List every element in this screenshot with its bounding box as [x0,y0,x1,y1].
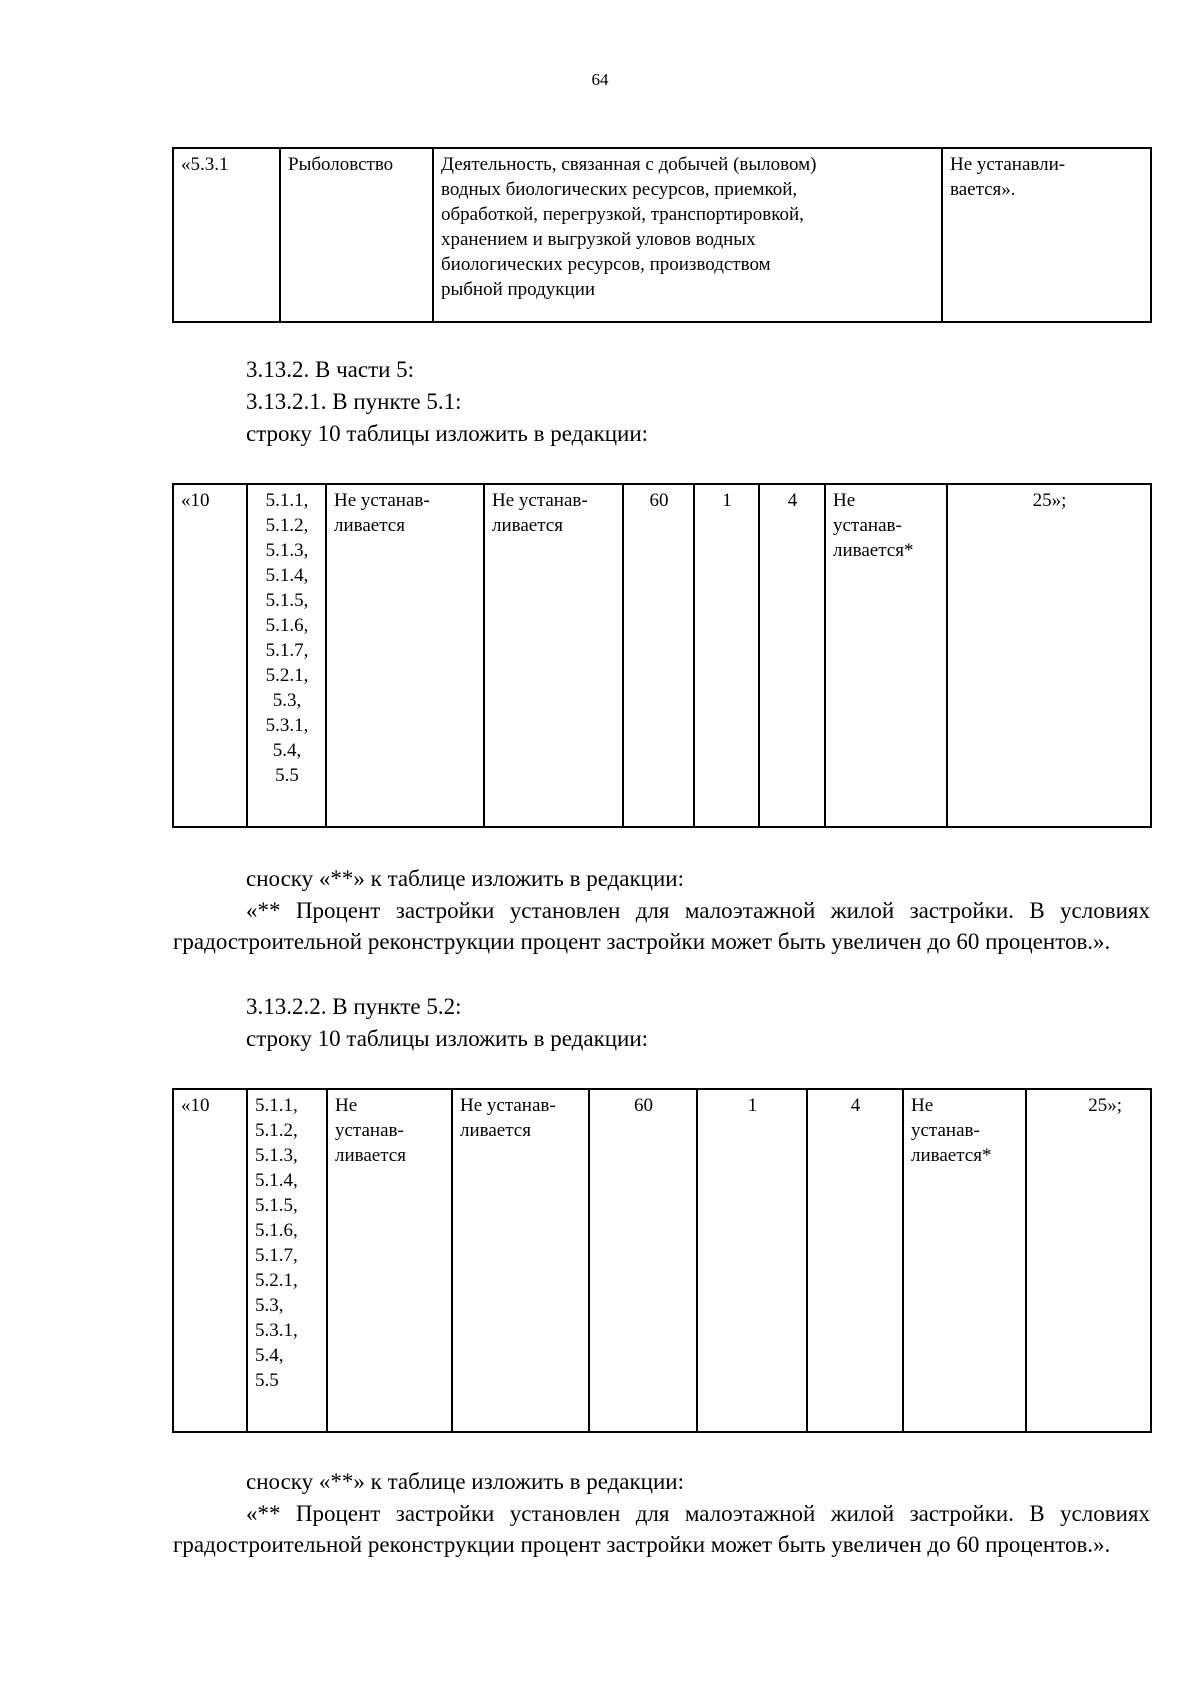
description-line: хранением и выгрузкой уловов водных [441,229,756,250]
value-cell: 4 [759,484,825,827]
code-cell: «5.3.1 [173,148,280,322]
value-line: Не устанавли- [950,154,1066,175]
value-cell: 60 [623,484,694,827]
value-cell: 25»; [947,484,1151,827]
param-line: Не устанав- [334,490,430,511]
param-cell [903,1089,1026,1432]
param-line: Не устанав- [460,1095,556,1116]
use-code: 5.1.3, [255,1145,298,1166]
table-row [173,1089,1151,1432]
use-code: 5.1.2, [255,1120,298,1141]
table-zone-5-1 [172,483,1152,828]
use-code: 5.2.1, [255,1270,298,1291]
param-line: устанав- [335,1120,404,1141]
param-cell [327,1089,452,1432]
use-code: 5.4, [272,740,302,761]
value-cell: 4 [807,1089,903,1432]
use-code: 5.1.3, [265,540,309,561]
description-line: биологических ресурсов, производством [441,254,771,275]
use-code: 5.1.7, [255,1245,298,1266]
use-code: 5.3, [272,690,302,711]
param-line: ливается [492,515,563,536]
param-line: ливается [460,1120,531,1141]
section-heading: 3.13.2. В части 5: [246,357,415,382]
table-row [173,484,1151,827]
use-code: 5.1.5, [255,1195,298,1216]
use-code: 5.3, [255,1295,284,1316]
param-line: Не [335,1095,358,1116]
footnote-instruction: сноску «**» к таблице изложить в редакции: [246,866,684,891]
use-codes-cell [247,484,326,827]
param-line: ливается [334,515,405,536]
value-cell: 1 [697,1089,807,1432]
use-code: 5.1.7, [265,640,309,661]
footnote-text: «** Процент застройки установлен для малоэтажной жилой застройки. В условиях градостроительной реконструкции процент застройки может быть увеличен до 60 процентов.». [173,1501,1150,1557]
param-line: ливается* [911,1145,992,1166]
param-line: Не устанав- [492,490,588,511]
name-cell: Рыболовство [280,148,433,322]
table-row [173,148,1151,322]
value-cell: 25»; [1026,1089,1151,1432]
subsection-heading-5-2: 3.13.2.2. В пункте 5.2: [246,994,462,1019]
table-zone-5-2 [172,1088,1152,1433]
param-line: устанав- [833,515,902,536]
param-line: Не [911,1095,934,1116]
footnote-text: «** Процент застройки установлен для малоэтажной жилой застройки. В условиях градостроительной реконструкции процент застройки может быть увеличен до 60 процентов.». [173,898,1150,954]
param-cell [484,484,623,827]
row-number-cell: «10 [173,484,247,827]
description-line: обработкой, перегрузкой, транспортировкой, [441,204,804,225]
description-line: рыбной продукции [441,279,596,300]
use-code: 5.2.1, [265,665,309,686]
use-code: 5.1.1, [255,1095,298,1116]
description-line: Деятельность, связанная с добычей (выловом) [441,154,817,175]
use-codes-cell [247,1089,327,1432]
value-cell [942,148,1151,322]
param-cell [452,1089,589,1432]
use-code: 5.1.2, [265,515,309,536]
subsection-heading-5-1: 3.13.2.1. В пункте 5.1: [246,389,462,414]
use-code: 5.3.1, [255,1320,298,1341]
value-cell: 60 [589,1089,697,1432]
description-cell [433,148,942,322]
use-code: 5.1.1, [265,490,309,511]
footnote-instruction: сноску «**» к таблице изложить в редакции: [246,1469,684,1494]
row-number-cell: «10 [173,1089,247,1432]
param-line: ливается [335,1145,406,1166]
description-line: водных биологических ресурсов, приемкой, [441,179,798,200]
use-code: 5.5 [255,1370,279,1391]
param-line: Не [833,490,856,511]
value-cell: 1 [694,484,759,827]
param-line: ливается* [833,540,914,561]
param-line: устанав- [911,1120,980,1141]
use-code: 5.1.5, [265,590,309,611]
param-cell [326,484,484,827]
param-cell [825,484,947,827]
use-code: 5.4, [255,1345,284,1366]
page-number: 64 [591,70,609,89]
use-code: 5.1.4, [255,1170,298,1191]
use-code: 5.1.6, [265,615,309,636]
use-code: 5.3.1, [265,715,309,736]
row-instruction: строку 10 таблицы изложить в редакции: [246,421,649,446]
use-code: 5.5 [275,765,299,786]
value-line: вается». [950,179,1016,200]
use-code: 5.1.6, [255,1220,298,1241]
table-land-use-fishing [172,147,1152,323]
use-code: 5.1.4, [265,565,309,586]
row-instruction: строку 10 таблицы изложить в редакции: [246,1026,649,1051]
